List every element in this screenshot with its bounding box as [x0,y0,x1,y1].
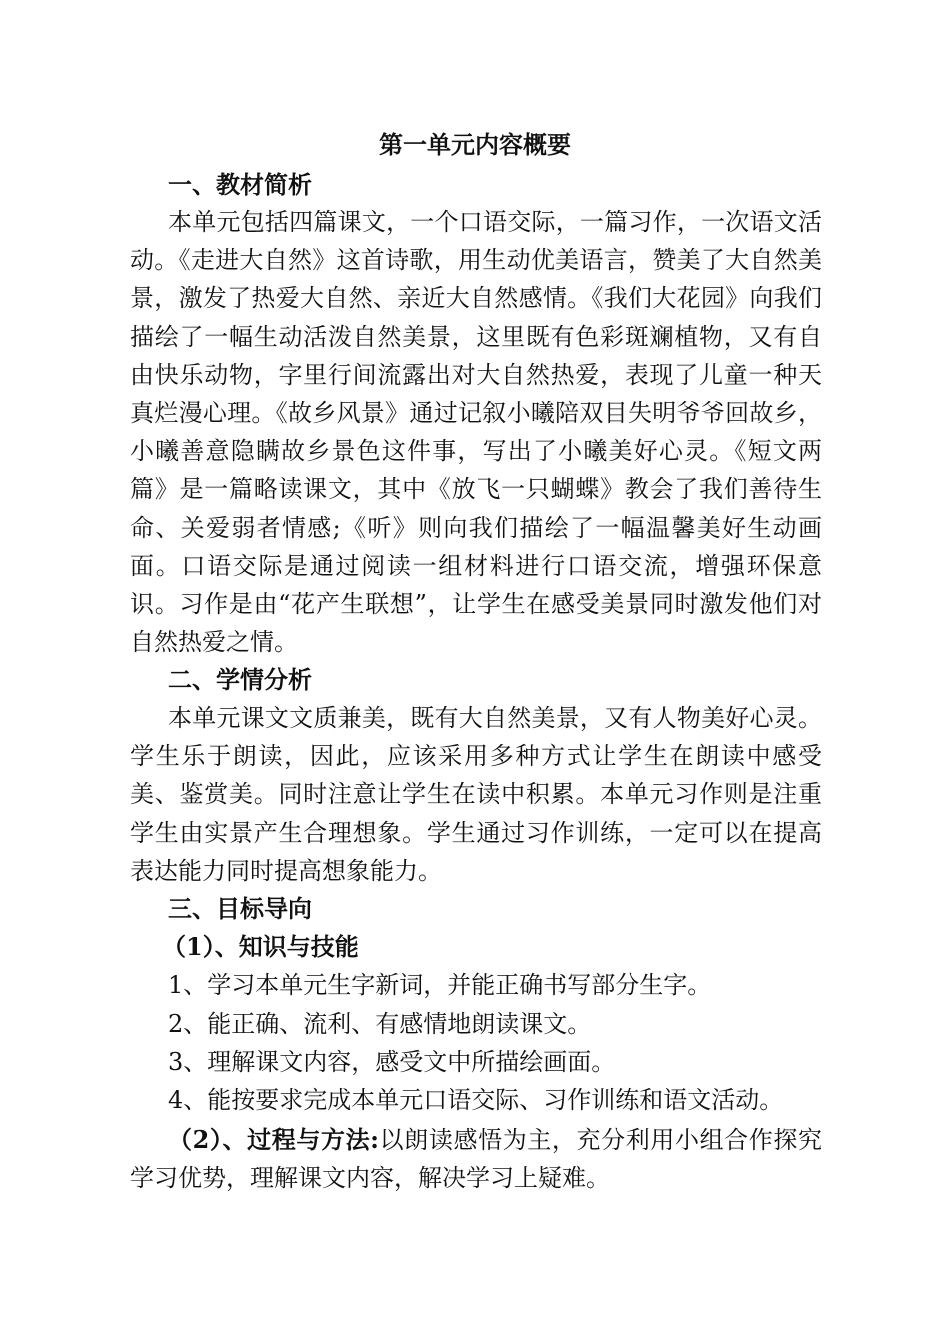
section-heading-goals: 三、目标导向 [168,894,312,923]
goal-item-3: 3、理解课文内容，感受文中所描绘画面。 [168,1048,616,1076]
page-title: 第一单元内容概要 [379,130,571,159]
section-heading-textbook-analysis: 一、教材简析 [168,170,312,199]
goal-item-1: 1、学习本单元生字新词，并能正确书写部分生字。 [168,971,712,999]
subheading-knowledge-skills: （1）、知识与技能 [162,932,359,961]
goal-item-4: 4、能按要求完成本单元口语交际、习作训练和语文活动。 [168,1086,784,1114]
process-method-body: 以朗读感悟为主，充分利用小组合作探究学习优势，理解课文内容，解决学习上疑难。 [130,1126,823,1192]
subheading-process-method: （2）、过程与方法: [168,1125,380,1154]
section-heading-learner-analysis: 二、学情分析 [168,665,312,694]
goal-item-2: 2、能正确、流利、有感情地朗读课文。 [168,1010,592,1038]
section-body-learner-analysis: 本单元课文文质兼美，既有大自然美景，又有人物美好心灵。学生乐于朗读，因此，应该采用多种方式让学生在朗读中感受美、鉴赏美。同时注意让学生在读中积累。本单元习作则是注重学生由实景产生合理想象。学生通过习作训练，一定可以在提高表达能力同时提高想象能力。 [130,704,822,885]
process-method-paragraph [130,1121,822,1197]
section-body-textbook-analysis: 本单元包括四篇课文，一个口语交际，一篇习作，一次语文活动。《走进大自然》这首诗歌，用生动优美语言，赞美了大自然美景，激发了热爱大自然、亲近大自然感情。《我们大花园》向我们描绘了一幅生动活泼自然美景，这里既有色彩斑斓植物，又有自由快乐动物，字里行间流露出对大自然热爱，表现了儿童一种天真烂漫心理。《故乡风景》通过记叙小曦陪双目失明爷爷回故乡，小曦善意隐瞒故乡景色这件事，写出了小曦美好心灵。《短文两篇》是一篇略读课文，其中《放飞一只蝴蝶》教会了我们善待生命、关爱弱者情感;《听》则向我们描绘了一幅温馨美好生动画面。口语交际是通过阅读一组材料进行口语交流，增强环保意识。习作是由“花产生联想”，让学生在感受美景同时激发他们对自然热爱之情。 [130,208,822,657]
